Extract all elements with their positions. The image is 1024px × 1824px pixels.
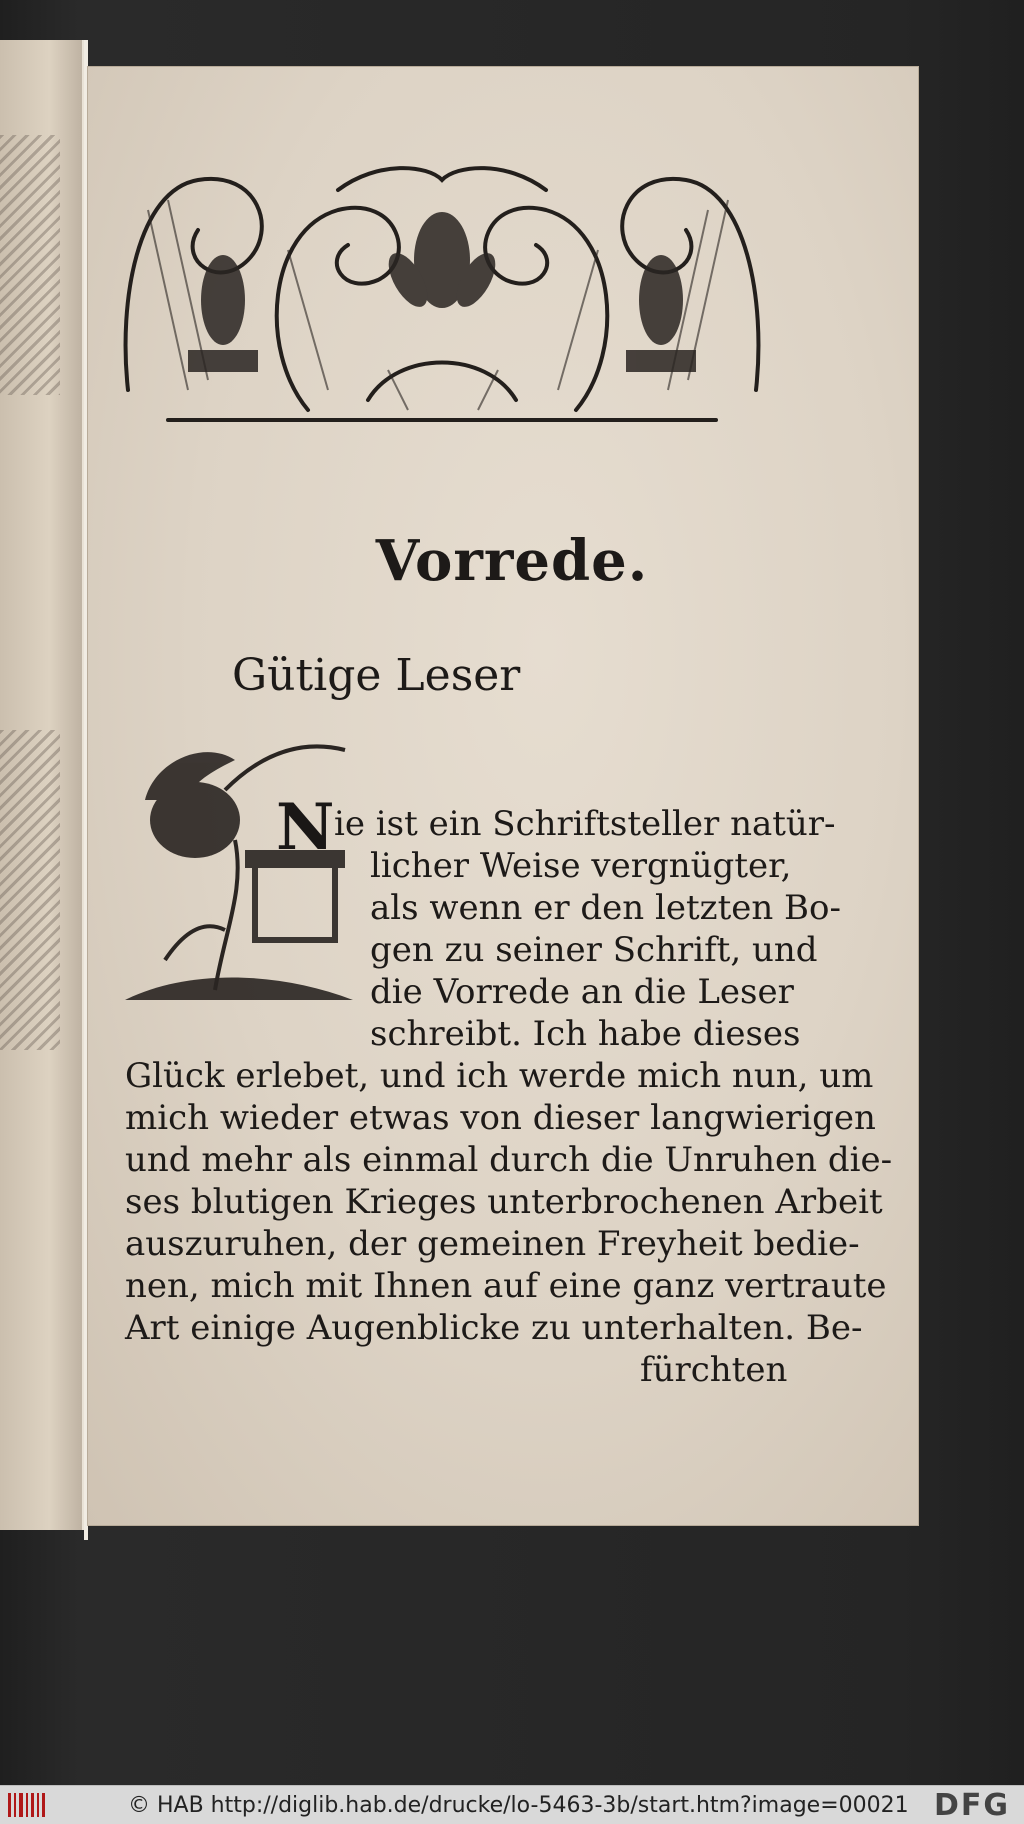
footer-bar (0, 1785, 1024, 1824)
eagle-vignette-icon (125, 730, 353, 1008)
previous-page-ornament (0, 135, 60, 395)
text-line: auszuruhen, der gemeinen Freyheit bedie- (125, 1224, 860, 1264)
text-line: ie ist ein Schriftsteller natür- (334, 804, 836, 844)
text-line: Art einige Augenblicke zu unterhalten. Be- (125, 1308, 863, 1348)
ornamental-headpiece-icon (108, 150, 776, 428)
text-line: licher Weise vergnügter, (370, 846, 792, 886)
page-title: Vorrede. (375, 528, 649, 594)
salutation: Gütige Leser (232, 650, 521, 701)
previous-page-edge (0, 40, 84, 1530)
text-line: gen zu seiner Schrift, und (370, 930, 818, 970)
text-line: schreibt. Ich habe dieses (370, 1014, 801, 1054)
text-line: und mehr als einmal durch die Unruhen die- (125, 1140, 893, 1180)
catchword: fürchten (640, 1350, 788, 1390)
text-line: die Vorrede an die Leser (370, 972, 794, 1012)
text-line: ses blutigen Krieges unterbrochenen Arbeit (125, 1182, 883, 1222)
text-line: nen, mich mit Ihnen auf eine ganz vertraute (125, 1266, 887, 1306)
copyright-link[interactable]: © HAB http://diglib.hab.de/drucke/lo-5463-3b/start.htm?image=00021 (128, 1792, 909, 1818)
dfg-logo: DFG (933, 1787, 1010, 1823)
text-line: als wenn er den letzten Bo- (370, 888, 842, 928)
text-line: mich wieder etwas von dieser langwierigen (125, 1098, 876, 1138)
previous-page-vignette (0, 730, 60, 1050)
barcode-icon (8, 1791, 46, 1819)
drop-cap: N (276, 790, 335, 865)
text-line: Glück erlebet, und ich werde mich nun, um (125, 1056, 874, 1096)
